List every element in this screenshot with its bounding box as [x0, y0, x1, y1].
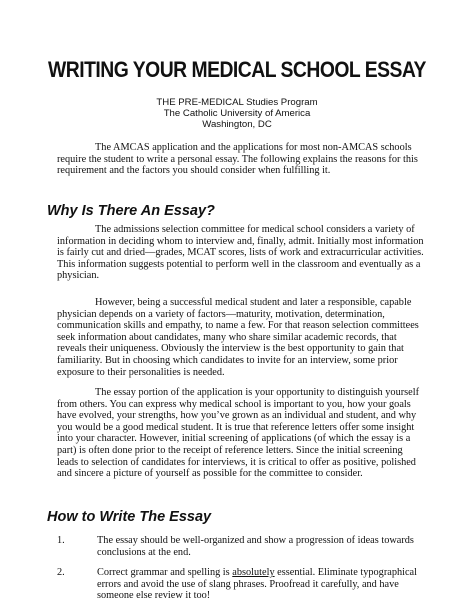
section-heading-why: Why Is There An Essay?: [47, 203, 215, 219]
why-paragraph-3: [57, 387, 425, 480]
list-number: 1.: [57, 535, 65, 546]
document-title: WRITING YOUR MEDICAL SCHOOL ESSAY: [48, 57, 426, 82]
text-line: communication skills and empathy, to name a few. For that reason selection committees: [57, 320, 419, 332]
text-line: seek information about candidates, many who share similar academic records, that: [57, 331, 397, 343]
why-paragraph-2: [57, 297, 425, 378]
university-name: The Catholic University of America: [163, 108, 311, 119]
text-line: is fairly cut and dried—grades, MCAT scores, lists of work and extracurricular activities.: [57, 247, 424, 259]
text-line: someone else review it too!: [97, 590, 211, 602]
program-block: [0, 97, 474, 130]
text-line: requirement and the factors you should consider when fulfilling it.: [57, 165, 331, 177]
text-line: conclusions at the end.: [97, 546, 191, 558]
text-line: information in deciding whom to interview and, finally, admit. Initially most information: [57, 235, 424, 247]
underlined-emphasis: absolutely: [232, 567, 275, 578]
text-line: reveals their uniqueness. Obviously the interview is the best opportunity to gain that: [57, 343, 404, 355]
text-line: The essay should be well-organized and show a progression of ideas towards: [97, 535, 414, 546]
text-run: Correct grammar and spelling is: [97, 567, 233, 578]
text-line: exposure to their personalities is needed.: [57, 366, 225, 378]
text-line: part) is often done prior to the receipt of reference letters. Since the initial screening: [57, 444, 403, 456]
text-line: This information suggests potential to perform well in the classroom and eventually as a: [57, 258, 421, 270]
text-line: [97, 567, 437, 579]
text-line: from others. You can express why medical school is important to you, how your goals: [57, 398, 411, 410]
text-line: have evolved, your strengths, how you’ve grown as an individual and student, and why: [57, 410, 417, 422]
text-line: physician.: [57, 270, 100, 282]
text-line: require the student to write a personal essay. The following explains the reasons for this: [57, 153, 418, 165]
list-number: 2.: [57, 567, 65, 578]
text-line: The essay portion of the application is your opportunity to distinguish yourself: [95, 387, 420, 398]
text-line: physician depends on a variety of factors—maturity, motivation, determination,: [57, 308, 385, 320]
text-line: The AMCAS application and the applications for most non-AMCAS schools: [95, 142, 412, 153]
text-line: The admissions selection committee for medical school considers a variety of: [95, 224, 415, 235]
text-line: familiarity. But in choosing which candidates to invite for an interview, some prior: [57, 354, 398, 366]
text-line: However, being a successful medical student and later a responsible, capable: [95, 297, 412, 308]
text-line: into your character. However, initial screening of applications (of which the essay is a: [57, 433, 411, 445]
text-line: you would be a good medical student. It is true that reference letters offer some insight: [57, 421, 415, 433]
text-line: errors and avoid the use of slang phrases. Proofread it carefully, and have: [97, 578, 399, 590]
text-run: essential. Eliminate typographical: [274, 567, 417, 578]
program-name: THE PRE-MEDICAL Studies Program: [156, 97, 318, 108]
text-line: and sincere a picture of yourself as possible for the committee to consider.: [57, 468, 363, 480]
location: Washington, DC: [202, 119, 272, 130]
why-paragraph-1: [57, 224, 425, 282]
text-line: leads to selection of candidates for interviews, it is critical to offer as positive, polished: [57, 456, 416, 468]
section-heading-how: How to Write The Essay: [47, 509, 212, 525]
intro-paragraph: [57, 142, 425, 177]
